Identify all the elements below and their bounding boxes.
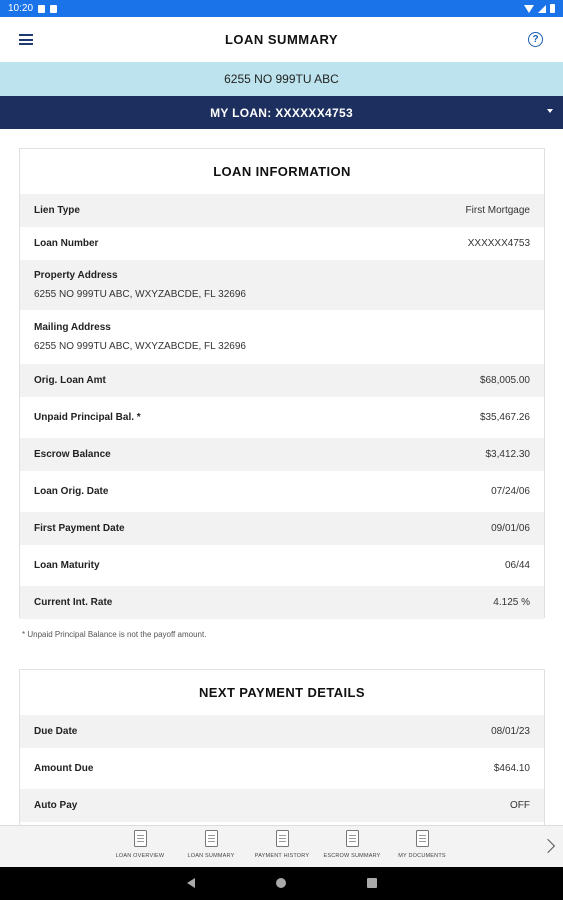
app-header <box>0 17 563 62</box>
hamburger-menu-icon[interactable] <box>19 34 33 45</box>
loan-information-card <box>19 148 545 618</box>
info-value: $3,412.30 <box>485 449 530 460</box>
notification-icon <box>38 5 45 13</box>
info-row-loan-orig-date <box>20 471 544 512</box>
info-value: XXXXXX4753 <box>467 238 530 249</box>
back-icon[interactable] <box>187 878 195 888</box>
document-icon <box>205 830 218 847</box>
status-right <box>524 4 555 13</box>
info-row-loan-number <box>20 227 544 260</box>
payment-value: $464.10 <box>493 763 530 774</box>
wifi-icon <box>524 5 534 13</box>
info-row-unpaid-principal <box>20 397 544 438</box>
system-nav-bar <box>0 867 563 900</box>
info-value: 09/01/06 <box>491 523 530 534</box>
home-icon[interactable] <box>276 878 286 888</box>
document-icon <box>346 830 359 847</box>
next-payment-title: NEXT PAYMENT DETAILS <box>199 685 365 700</box>
next-payment-card <box>19 669 545 825</box>
info-value: $35,467.26 <box>479 412 530 423</box>
chevron-right-icon[interactable] <box>543 838 553 854</box>
nav-item-my-documents[interactable] <box>387 830 457 859</box>
info-value: First Mortgage <box>465 205 530 216</box>
battery-icon <box>550 4 555 13</box>
loan-information-title: LOAN INFORMATION <box>213 164 351 179</box>
info-value: 6255 NO 999TU ABC, WXYZABCDE, FL 32696 <box>34 289 246 300</box>
info-row-lien-type <box>20 194 544 227</box>
info-value: $68,005.00 <box>479 375 530 386</box>
info-row-property-address <box>20 260 544 310</box>
info-row-mailing-address <box>20 310 544 364</box>
nav-item-label: ESCROW SUMMARY <box>323 853 381 859</box>
info-row-loan-maturity <box>20 545 544 586</box>
nav-item-loan-summary[interactable] <box>176 830 246 859</box>
nav-item-escrow-summary[interactable] <box>317 830 387 859</box>
nav-item-label: LOAN SUMMARY <box>187 853 235 859</box>
payment-row-due-date <box>20 715 544 748</box>
payment-value: 08/01/23 <box>491 726 530 737</box>
info-label: Property Address <box>34 270 118 281</box>
payment-row-amount-due <box>20 748 544 789</box>
bottom-nav <box>0 825 563 867</box>
info-value: 06/44 <box>504 560 530 571</box>
unpaid-principal-footnote: * Unpaid Principal Balance is not the payoff amount. <box>22 630 207 639</box>
info-label: Lien Type <box>34 205 80 216</box>
nav-item-label: LOAN OVERVIEW <box>115 853 165 859</box>
help-icon[interactable]: ? <box>528 32 543 47</box>
status-left <box>8 3 57 14</box>
info-label: Loan Orig. Date <box>34 486 109 497</box>
info-label: Loan Maturity <box>34 560 100 571</box>
status-time: 10:20 <box>8 3 34 14</box>
info-value: 07/24/06 <box>491 486 530 497</box>
payment-value: OFF <box>510 800 530 811</box>
document-icon <box>416 830 429 847</box>
loan-selector-dropdown[interactable] <box>0 96 563 129</box>
status-bar <box>0 0 563 17</box>
payment-label: Due Date <box>34 726 78 737</box>
payment-row-auto-pay <box>20 789 544 822</box>
info-label: Mailing Address <box>34 322 111 333</box>
payment-label: Amount Due <box>34 763 94 774</box>
info-label: First Payment Date <box>34 523 125 534</box>
info-row-first-payment-date <box>20 512 544 545</box>
main-content[interactable] <box>0 129 563 825</box>
info-row-orig-loan-amt <box>20 364 544 397</box>
loan-selector-label: MY LOAN: XXXXXX4753 <box>210 105 353 120</box>
document-icon <box>134 830 147 847</box>
info-label: Orig. Loan Amt <box>34 375 106 386</box>
info-label: Loan Number <box>34 238 99 249</box>
info-row-escrow-balance <box>20 438 544 471</box>
property-address-bar <box>0 62 563 96</box>
info-value: 4.125 % <box>493 597 530 608</box>
chevron-down-icon <box>547 109 553 113</box>
nav-item-loan-overview[interactable] <box>105 830 175 859</box>
payment-label: Auto Pay <box>34 800 78 811</box>
nav-item-label: PAYMENT HISTORY <box>254 853 310 859</box>
info-row-current-int-rate <box>20 586 544 619</box>
property-address-text: 6255 NO 999TU ABC <box>224 72 339 86</box>
sim-icon <box>50 5 57 13</box>
nav-item-label: MY DOCUMENTS <box>398 853 446 859</box>
page-title: LOAN SUMMARY <box>224 32 339 47</box>
info-label: Escrow Balance <box>34 449 111 460</box>
recent-apps-icon[interactable] <box>367 878 377 888</box>
document-icon <box>276 830 289 847</box>
nav-item-payment-history[interactable] <box>247 830 317 859</box>
info-label: Unpaid Principal Bal. * <box>34 412 141 423</box>
info-label: Current Int. Rate <box>34 597 113 608</box>
info-value: 6255 NO 999TU ABC, WXYZABCDE, FL 32696 <box>34 341 246 352</box>
signal-icon <box>538 5 546 13</box>
